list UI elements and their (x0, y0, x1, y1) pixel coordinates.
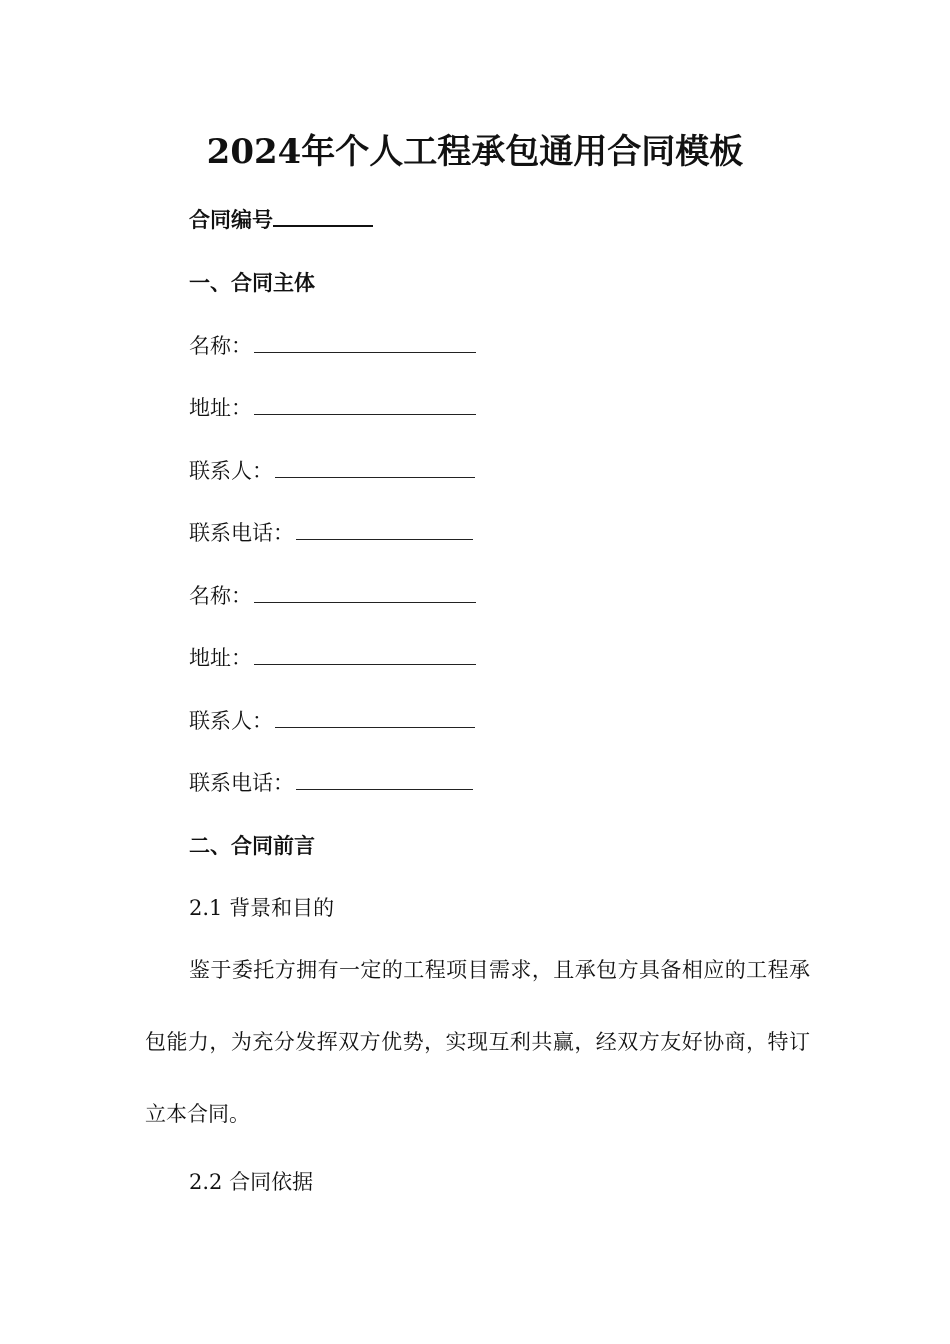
party-b-address-blank (254, 644, 476, 665)
party-b-name-label: 名称： (189, 584, 252, 608)
subsection-2-2-heading: 2.2 合同依据 (189, 1170, 314, 1194)
party-b-name-blank (254, 582, 476, 603)
party-a-address-line (189, 393, 476, 423)
party-b-phone-blank (296, 769, 473, 790)
contract-number-label: 合同编号 (189, 207, 273, 232)
party-a-phone-blank (296, 519, 473, 540)
party-a-name-blank (254, 332, 476, 353)
party-a-address-label: 地址： (189, 396, 252, 420)
party-a-contact-blank (275, 457, 475, 478)
party-a-address-blank (254, 394, 476, 415)
party-a-contact-line (189, 456, 475, 486)
party-b-contact-blank (275, 707, 475, 728)
party-a-name-line (189, 331, 476, 361)
party-b-phone-line (189, 768, 473, 798)
document-title: 2024年个人工程承包通用合同模板 (206, 132, 744, 172)
subsection-2-1-heading: 2.1 背景和目的 (189, 896, 335, 920)
party-a-phone-label: 联系电话： (189, 521, 294, 545)
party-b-phone-label: 联系电话： (189, 771, 294, 795)
party-b-address-label: 地址： (189, 646, 252, 670)
party-a-phone-line (189, 518, 473, 548)
party-a-contact-label: 联系人： (189, 459, 273, 483)
section-1-heading: 一、合同主体 (189, 270, 315, 295)
section-2-heading: 二、合同前言 (189, 833, 315, 858)
party-b-contact-label: 联系人： (189, 709, 273, 733)
party-a-name-label: 名称： (189, 334, 252, 358)
party-b-name-line (189, 581, 476, 611)
contract-number-blank (273, 205, 373, 227)
paragraph-2-1: 鉴于委托方拥有一定的工程项目需求，且承包方具备相应的工程承包能力，为充分发挥双方优势，实现互利共赢，经双方友好协商，特订立本合同。 (145, 958, 810, 1126)
party-b-contact-line (189, 706, 475, 736)
contract-number-line (189, 205, 373, 235)
party-b-address-line (189, 643, 476, 673)
